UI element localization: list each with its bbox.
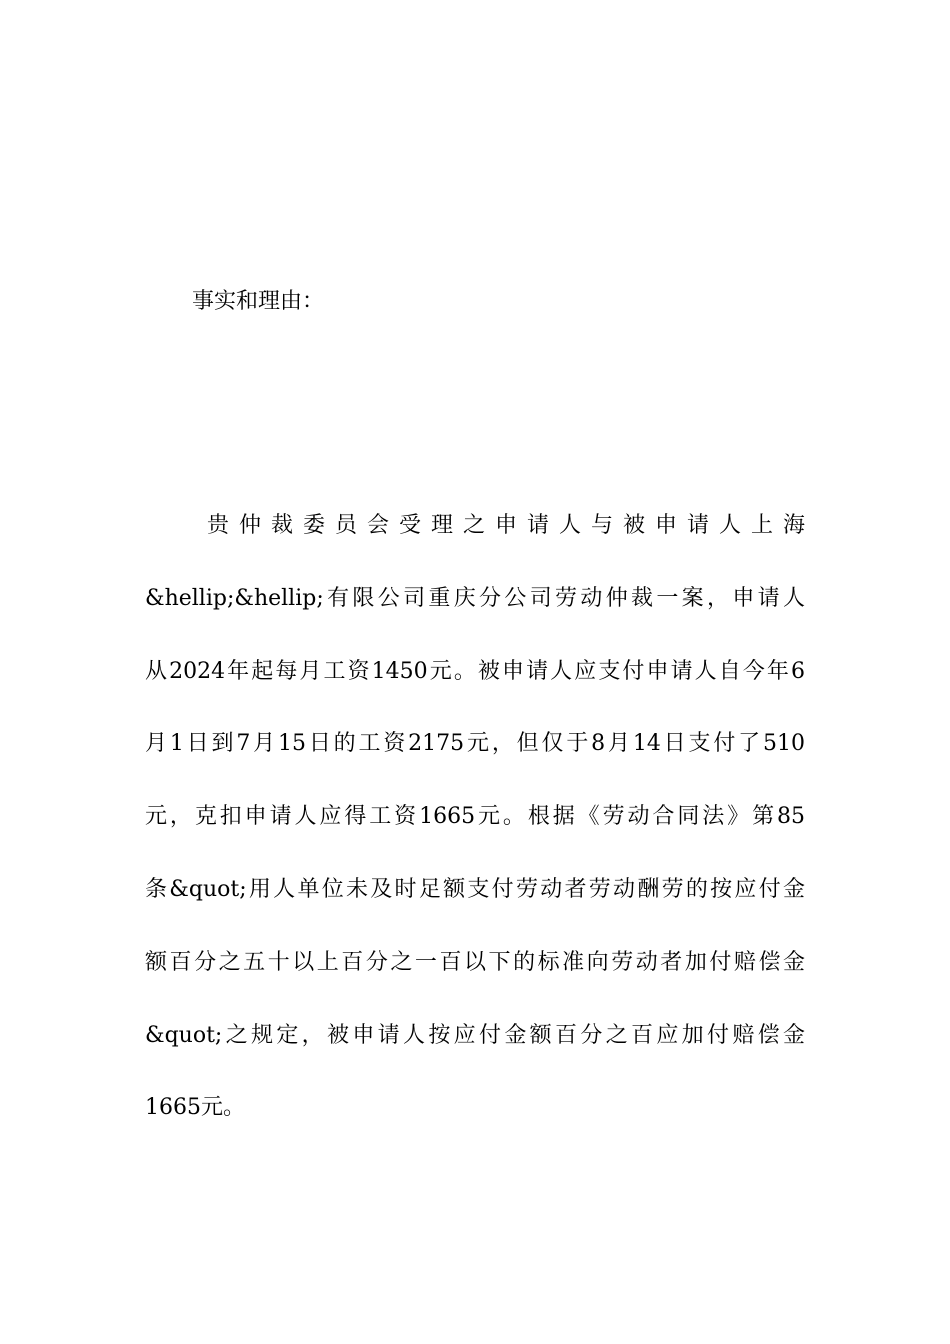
body-paragraph [145, 508, 805, 1163]
paragraph-line: 额百分之五十以上百分之一百以下的标准向劳动者加付赔偿金 [145, 949, 805, 975]
paragraph-line: 从2024年起每月工资1450元。被申请人应支付申请人自今年6 [145, 658, 805, 684]
paragraph-line: 元，克扣申请人应得工资1665元。根据《劳动合同法》第85 [145, 804, 805, 830]
paragraph-line: &quot;之规定，被申请人按应付金额百分之百应加付赔偿金 [145, 1022, 805, 1048]
section-heading: 事实和理由： [192, 289, 325, 314]
paragraph-line: &hellip;&hellip;有限公司重庆分公司劳动仲裁一案，申请人 [145, 585, 805, 611]
paragraph-line: 月1日到7月15日的工资2175元，但仅于8月14日支付了510 [145, 731, 805, 757]
paragraph-line: 1665元。 [145, 1095, 245, 1121]
paragraph-line: 条&quot;用人单位未及时足额支付劳动者劳动酬劳的按应付金 [145, 876, 805, 902]
paragraph-line: 贵仲裁委员会受理之申请人与被申请人上海 [207, 513, 805, 538]
